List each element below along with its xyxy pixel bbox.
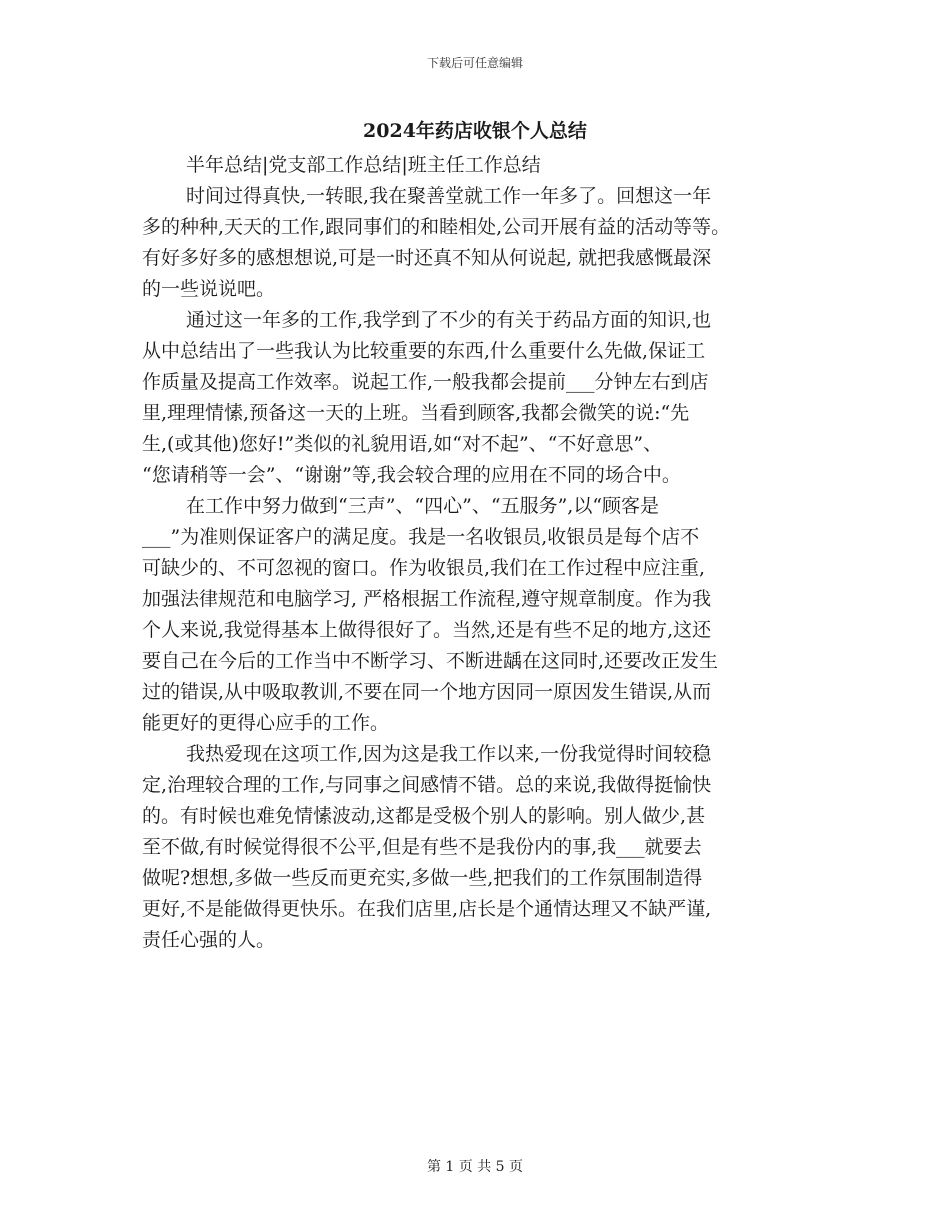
paragraph-line: 我热爱现在这项工作,因为这是我工作以来,一份我觉得时间较稳 — [186, 743, 712, 765]
page-number-footer: 第 1 页 共 5 页 — [426, 1159, 524, 1175]
paragraph-line: 多的种种,天天的工作,跟同事们的和睦相处,公司开展有益的活动等等。 — [142, 216, 731, 238]
paragraph-line: 个人来说,我觉得基本上做得很好了。当然,还是有些不足的地方,这还 — [142, 619, 712, 641]
paragraph-line: 过的错误,从中吸取教训,不要在同一个地方因同一原因发生错误,从而 — [142, 681, 712, 703]
paragraph-line: 加强法律规范和电脑学习, 严格根据工作流程,遵守规章制度。作为我 — [142, 588, 712, 610]
paragraph-line: 从中总结出了一些我认为比较重要的东西,什么重要什么先做,保证工 — [142, 340, 706, 362]
paragraph-line: 通过这一年多的工作,我学到了不少的有关于药品方面的知识,也 — [186, 309, 712, 331]
paragraph-line: 在工作中努力做到“三声”、“四心”、“五服务”,以“顾客是 — [186, 495, 660, 517]
paragraph-line: 能更好的更得心应手的工作。 — [142, 712, 390, 734]
summary-links-line: 半年总结|党支部工作总结|班主任工作总结 — [186, 154, 541, 176]
paragraph-line: 更好,不是能做得更快乐。在我们店里,店长是个通情达理又不缺严谨, — [142, 898, 712, 920]
paragraph-line: 里,理理情愫,预备这一天的上班。当看到顾客,我都会微笑的说:“先 — [142, 402, 690, 424]
paragraph-line: 作质量及提高工作效率。说起工作,一般我都会提前___分钟左右到店 — [142, 371, 709, 393]
paragraph-line: 的。有时候也难免情愫波动,这都是受极个别人的影响。别人做少,甚 — [142, 805, 706, 827]
paragraph-line: 至不做,有时候觉得很不公平,但是有些不是我份内的事,我___就要去 — [142, 836, 702, 858]
paragraph-line: 时间过得真快,一转眼,我在聚善堂就工作一年多了。回想这一年 — [186, 185, 712, 207]
document-body — [142, 150, 810, 956]
paragraph-line: 做呢?想想,多做一些反而更充实,多做一些,把我们的工作氛围制造得 — [142, 867, 703, 889]
paragraph-line: 有好多好多的感想想说,可是一时还真不知从何说起, 就把我感慨最深 — [142, 247, 712, 269]
header-note: 下载后可任意编辑 — [426, 56, 523, 70]
paragraph-line: “您请稍等一会”、“谢谢”等,我会较合理的应用在不同的场合中。 — [142, 464, 681, 486]
paragraph-line: 要自己在今后的工作当中不断学习、不断进龋在这同时,还要改正发生 — [142, 650, 719, 672]
paragraph-line: 生,(或其他)您好!”类似的礼貌用语,如“对不起”、“不好意思”、 — [142, 433, 663, 455]
paragraph-line: 责任心强的人。 — [142, 929, 276, 951]
document-title: 2024年药店收银个人总结 — [363, 120, 587, 142]
paragraph-line: ___”为准则保证客户的满足度。我是一名收银员,收银员是每个店不 — [142, 526, 700, 548]
paragraph-line: 定,治理较合理的工作,与同事之间感情不错。总的来说,我做得挺愉快 — [142, 774, 712, 796]
paragraph-line: 的一些说说吧。 — [142, 278, 276, 300]
paragraph-line: 可缺少的、不可忽视的窗口。作为收银员,我们在工作过程中应注重, — [142, 557, 706, 579]
